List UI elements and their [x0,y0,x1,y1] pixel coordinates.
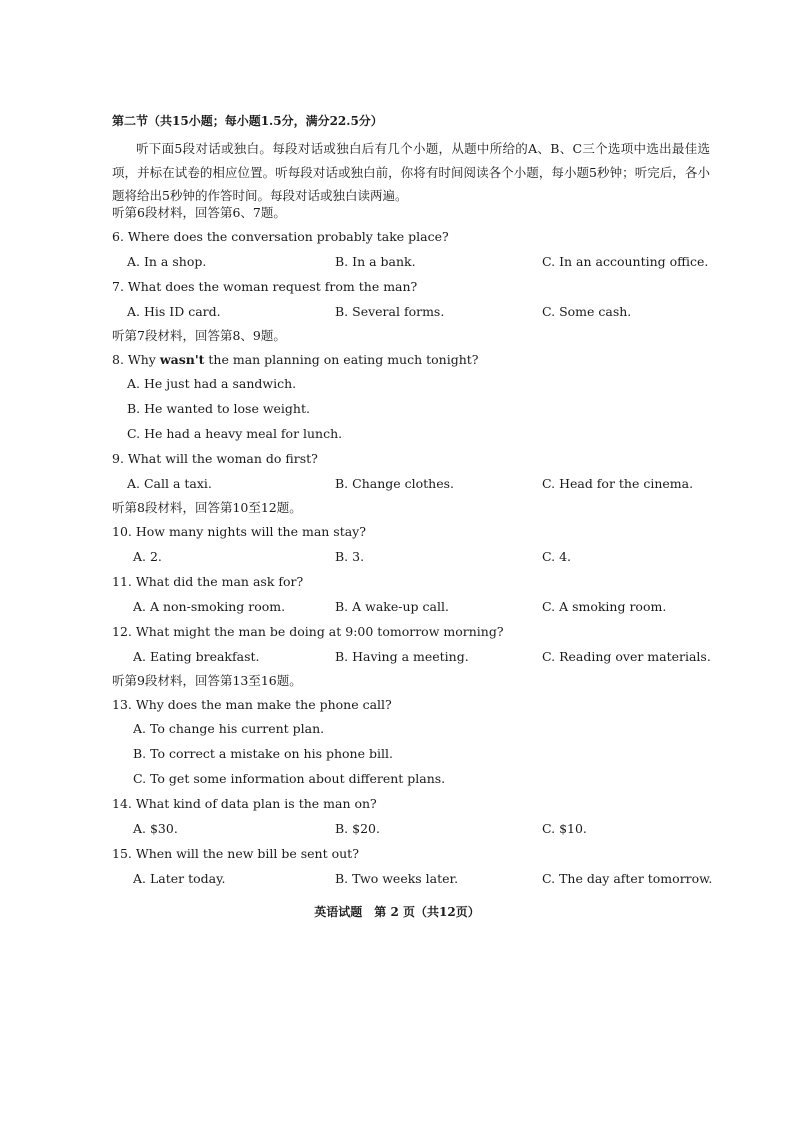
question-8-stem-pre: 8. Why [112,352,160,367]
question-6-option-a: A. In a shop. [127,254,207,269]
question-6-option-c: C. In an accounting office. [542,254,709,269]
question-13-stem: 13. Why does the man make the phone call? [112,697,392,712]
question-14-stem: 14. What kind of data plan is the man on? [112,796,377,811]
question-12-option-c: C. Reading over materials. [542,649,711,664]
question-9-stem: 9. What will the woman do first? [112,451,318,466]
section-title: 第二节（共15小题；每小题1.5分，满分22.5分） [112,114,383,128]
material-8-heading: 听第8段材料，回答第10至12题。 [112,500,302,515]
question-8-option-a: A. He just had a sandwich. [127,376,297,391]
question-14-option-b: B. $20. [335,821,380,836]
question-12-option-a: A. Eating breakfast. [133,649,260,664]
material-7-heading: 听第7段材料，回答第8、9题。 [112,328,286,343]
question-9-option-a: A. Call a taxi. [127,476,212,491]
question-15-option-a: A. Later today. [133,871,226,886]
material-6-heading: 听第6段材料，回答第6、7题。 [112,205,286,220]
question-6-option-b: B. In a bank. [335,254,416,269]
question-12-stem: 12. What might the man be doing at 9:00 tomorrow morning? [112,624,504,639]
question-10-option-b: B. 3. [335,549,365,564]
question-8-stem-emphasis: wasn't [159,352,205,367]
question-15-stem: 15. When will the new bill be sent out? [112,846,359,861]
question-7-stem: 7. What does the woman request from the man? [112,279,418,294]
question-10-option-c: C. 4. [542,549,571,564]
material-9-heading: 听第9段材料，回答第13至16题。 [112,673,302,688]
question-11-option-b: B. A wake-up call. [335,599,449,614]
question-12-option-b: B. Having a meeting. [335,649,469,664]
section-instructions: 听下面5段对话或独白。每段对话或独白后有几个小题，从题中所给的A、B、C三个选项中选出最佳选项，并标在试卷的相应位置。听每段对话或独白前，你将有时间阅读各个小题，每小题5秒钟；听完后，各小题将给出5秒钟的作答时间。每段对话或独白读两遍。 [112,141,710,203]
question-13-option-c: C. To get some information about different plans. [133,771,446,786]
page-footer: 英语试题 第 2 页（共12页） [314,905,480,919]
question-13-option-a: A. To change his current plan. [133,721,325,736]
question-10-stem: 10. How many nights will the man stay? [112,524,366,539]
question-9-option-c: C. Head for the cinema. [542,476,694,491]
question-11-option-c: C. A smoking room. [542,599,667,614]
question-8-option-c: C. He had a heavy meal for lunch. [127,426,343,441]
question-8-option-b: B. He wanted to lose weight. [127,401,310,416]
question-7-option-a: A. His ID card. [127,304,221,319]
question-8-stem [112,352,479,368]
question-9-option-b: B. Change clothes. [335,476,455,491]
question-8-stem-post: the man planning on eating much tonight? [204,352,479,367]
question-15-option-b: B. Two weeks later. [335,871,459,886]
question-7-option-b: B. Several forms. [335,304,445,319]
question-13-option-b: B. To correct a mistake on his phone bill. [133,746,393,761]
question-11-stem: 11. What did the man ask for? [112,574,304,589]
question-6-stem: 6. Where does the conversation probably take place? [112,229,449,244]
question-14-option-c: C. $10. [542,821,587,836]
question-10-option-a: A. 2. [133,549,162,564]
question-7-option-c: C. Some cash. [542,304,632,319]
question-15-option-c: C. The day after tomorrow. [542,871,713,886]
question-11-option-a: A. A non-smoking room. [133,599,286,614]
question-14-option-a: A. $30. [133,821,178,836]
